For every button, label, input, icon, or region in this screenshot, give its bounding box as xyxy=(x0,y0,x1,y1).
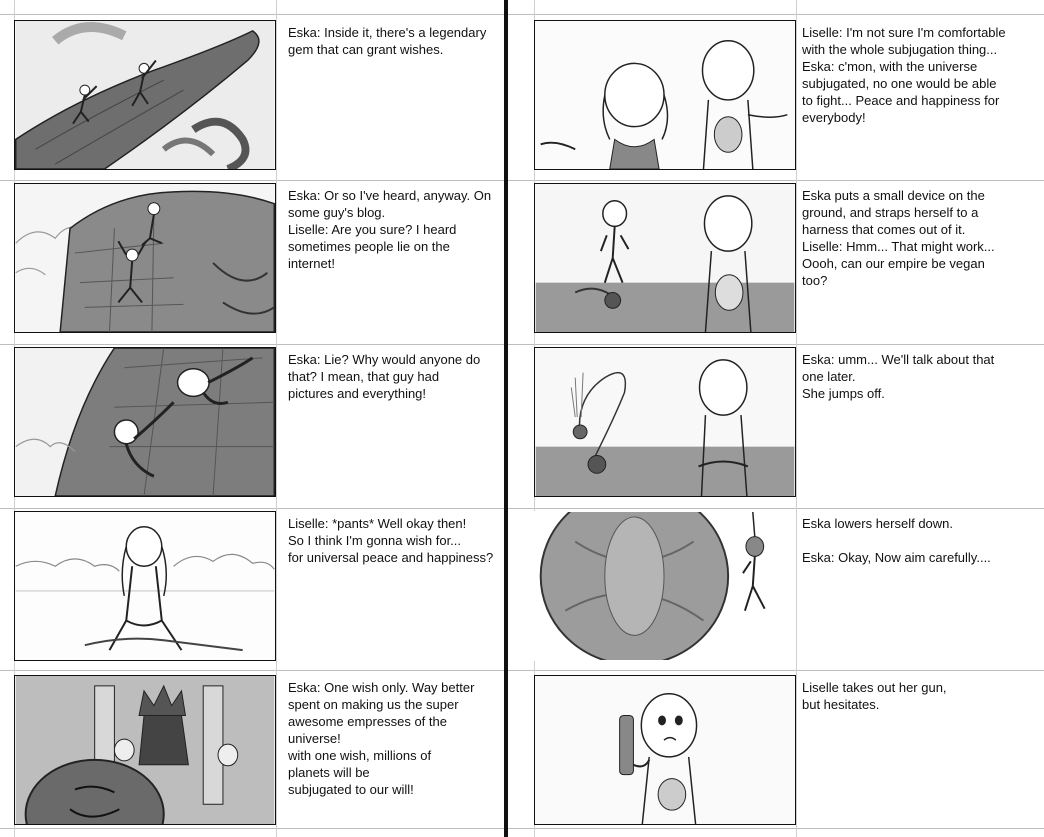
panel-5-caption: Eska: One wish only. Way better spent on making us the super awesome empresses of the universe! with one wish, millions of planets will be subjugated to our will! xyxy=(288,680,475,797)
storyboard-panel-5 xyxy=(0,675,504,827)
panel-10-caption: Liselle takes out her gun, but hesitates. xyxy=(802,680,947,712)
panel-8-sketch xyxy=(534,347,796,497)
panel-4-caption: Liselle: *pants* Well okay then! So I think I'm gonna wish for... for universal peace and happiness? xyxy=(288,516,494,565)
panel-10-sketch xyxy=(534,675,796,825)
panel-2-caption: Eska: Or so I've heard, anyway. On some guy's blog. Liselle: Are you sure? I heard sometimes people lie on the internet! xyxy=(288,188,492,271)
page-gutter xyxy=(504,0,508,837)
storyboard-panel-9 xyxy=(510,511,1044,663)
panel-3-sketch xyxy=(14,347,276,497)
panel-6-sketch xyxy=(534,20,796,170)
panel-3-caption: Eska: Lie? Why would anyone do that? I mean, that guy had pictures and everything! xyxy=(288,352,481,401)
left-page xyxy=(0,0,504,837)
storyboard-panel-3 xyxy=(0,347,504,499)
storyboard-panel-8 xyxy=(510,347,1044,499)
panel-7-caption: Eska puts a small device on the ground, and straps herself to a harness that comes out of it. Liselle: Hmm... That might work... Oooh, can our empire be vegan too? xyxy=(802,188,995,288)
storyboard-panel-2 xyxy=(0,183,504,335)
panel-5-sketch xyxy=(14,675,276,825)
panel-2-sketch xyxy=(14,183,276,333)
storyboard-panel-6 xyxy=(510,20,1044,172)
storyboard-panel-1 xyxy=(0,20,504,172)
storyboard-panel-7 xyxy=(510,183,1044,335)
storyboard-panel-4 xyxy=(0,511,504,663)
panel-9-caption: Eska lowers herself down. Eska: Okay, Now aim carefully.... xyxy=(802,516,991,565)
panel-4-sketch xyxy=(14,511,276,661)
panel-6-caption: Liselle: I'm not sure I'm comfortable with the whole subjugation thing... Eska: c'mon, with the universe subjugated, no one would be able to fight... Peace and happiness for everybody! xyxy=(802,25,1006,125)
panel-7-sketch xyxy=(534,183,796,333)
right-page xyxy=(510,0,1044,837)
panel-1-sketch xyxy=(14,20,276,170)
storyboard-panel-10 xyxy=(510,675,1044,827)
panel-9-sketch xyxy=(534,511,796,661)
panel-8-caption: Eska: umm... We'll talk about that one later. She jumps off. xyxy=(802,352,995,401)
panel-1-caption: Eska: Inside it, there's a legendary gem that can grant wishes. xyxy=(288,25,487,57)
